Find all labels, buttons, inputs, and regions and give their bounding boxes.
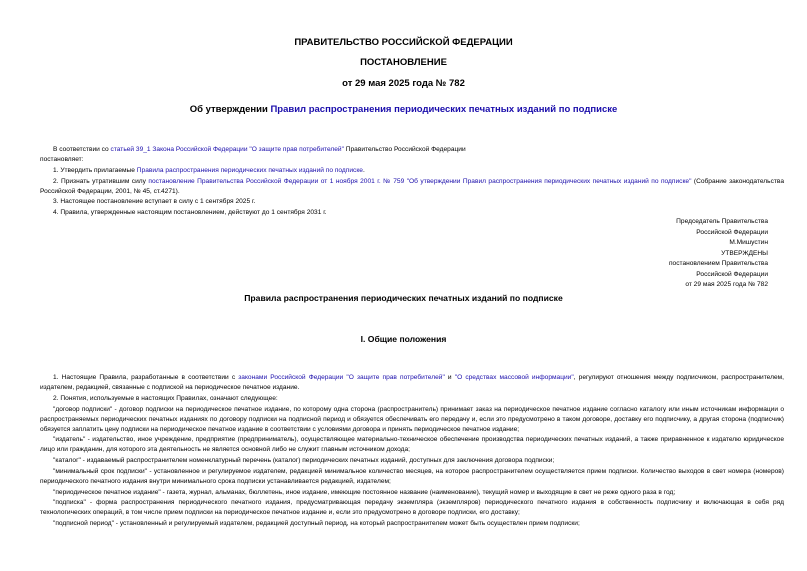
rules-p1-and: и [444,374,455,381]
definition-publisher: "издатель" - издательство, иное учреждение, предприятие (предприниматель), осуществляющее материально-техническое обеспечение производства периодических печатных изданий, а также приравненное к издателю юридическое лицо или гражданин, для которого эта деятельность не является основной либо не служит главным источником дохода; [40,436,784,453]
consumer-law-link[interactable]: законами Российской Федерации "О защите прав потребителей" [238,374,445,381]
item-1-end: . [362,167,365,174]
rules-paragraph-1 [40,373,784,393]
definition-subscription: "подписка" - форма распространения периодического печатного издания, предусматривающая передачу экземпляра (экземпляров) периодического печатного издания в собственность подписчику и включающая в себя ряд технологических операций, в том числе прием подписки на периодическое печатное издание и, если это предусмотрено в договоре подписки, его доставку; [40,499,784,516]
approval-label: УТВЕРЖДЕНЫ [721,249,768,257]
document-date-number: от 29 мая 2025 года № 782 [342,78,465,89]
definition-subscription-period: "подписной период" - установленный и регулируемый издателем, редакцией доступный период, на который распространителем может быть осуществлен прием подписки; [53,520,580,527]
definition-subscription-contract: "договор подписки" - договор подписки на периодическое печатное издание, по которому одна сторона (распространитель) принимает заказ на периодическое печатное издание согласно каталогу или иным источникам информации о распространяемых периодических печатных изданиях по договору подписки на подписной период и обязуется обеспечивать его передачу и, если это предусмотрено в таком договоре, доставку его подписчику, а другая сторона (подписчик) обязуется заплатить цену подписки на периодическое печатное издание в соответствии с условиями договора и принять периодическое печатное издание; [40,406,784,433]
rules-paragraph-2: 2. Понятия, используемые в настоящих Правилах, означают следующее: [53,395,278,402]
signature-country: Российской Федерации [696,228,768,236]
item-1 [40,166,784,176]
preamble-paragraph [40,145,784,155]
rules-p1-end: , регулируют отношения между подписчиком, распространителем, издателем, редакцией, связанные с подпиской на периодическое печатное издание. [40,374,784,391]
section-heading: I. Общие положения [360,334,447,344]
signature-block [669,217,768,291]
rules-title: Правила распространения периодических печатных изданий по подписке [244,293,563,303]
repealed-resolution-link[interactable]: постановление Правительства Российской Федерации от 1 ноября 2001 г. № 759 "Об утверждении Правил распространения периодических печатных изданий по подписке" [148,178,692,185]
item-2-end: (Собрание законодательства Российской Федерации, 2001, № 45, ст.4271). [40,178,785,195]
preamble-text: В соответствии со [53,146,111,153]
definition-periodical: "периодическое печатное издание" - газета, журнал, альманах, бюллетень, иное издание, имеющие постоянное название (наименование), текущий номер и выходящие в свет не реже одного раза в год; [53,489,676,496]
approval-date: от 29 мая 2025 года № 782 [685,281,768,288]
document-type: ПОСТАНОВЛЕНИЕ [360,57,447,68]
resolves-word: постановляет: [40,156,84,163]
mass-media-law-link[interactable]: "О средствах массовой информации" [454,374,574,381]
rules-p1-text: 1. Настоящие Правила, разработанные в соответствии с [53,374,239,381]
item-2 [40,177,784,197]
item-2-text: 2. Признать утратившим силу [53,178,149,185]
definition-catalog: "каталог" - издаваемый распространителем номенклатурный перечень (каталог) периодических печатных изданий, доступных для заключения договора подписки; [53,457,555,464]
government-heading: ПРАВИТЕЛЬСТВО РОССИЙСКОЙ ФЕДЕРАЦИИ [294,37,513,48]
document-title-link[interactable]: Правил распространения периодических печатных изданий по подписке [270,104,618,115]
law-article-link[interactable]: статьей 39_1 Закона Российской Федерации "О защите прав потребителей" [110,146,344,153]
definition-minimum-term: "минимальный срок подписки" - установленное и регулируемое издателем, редакцией минимальное количество месяцев, на которое распространителем осуществляется прием подписки. Количество выходов в свет номера (номеров) периодического печатного издания внутри минимального срока подписки устанавливается редакцией, издателем; [40,468,784,485]
rules-link[interactable]: Правила распространения периодических печатных изданий по подписке [136,167,363,174]
document-title [0,104,807,115]
signature-position: Председатель Правительства [676,218,768,225]
item-3: 3. Настоящее постановление вступает в силу с 1 сентября 2025 г. [53,198,256,205]
approval-by: постановлением Правительства [668,260,768,267]
item-1-text: 1. Утвердить прилагаемые [53,167,137,174]
signature-name: М.Мишустин [729,239,768,246]
item-4: 4. Правила, утвержденные настоящим постановлением, действуют до 1 сентября 2031 г. [53,209,327,216]
preamble-text-end: Правительство Российской Федерации [343,146,466,153]
document-title-prefix: Об утверждении [189,104,271,115]
approval-country: Российской Федерации [696,270,768,278]
